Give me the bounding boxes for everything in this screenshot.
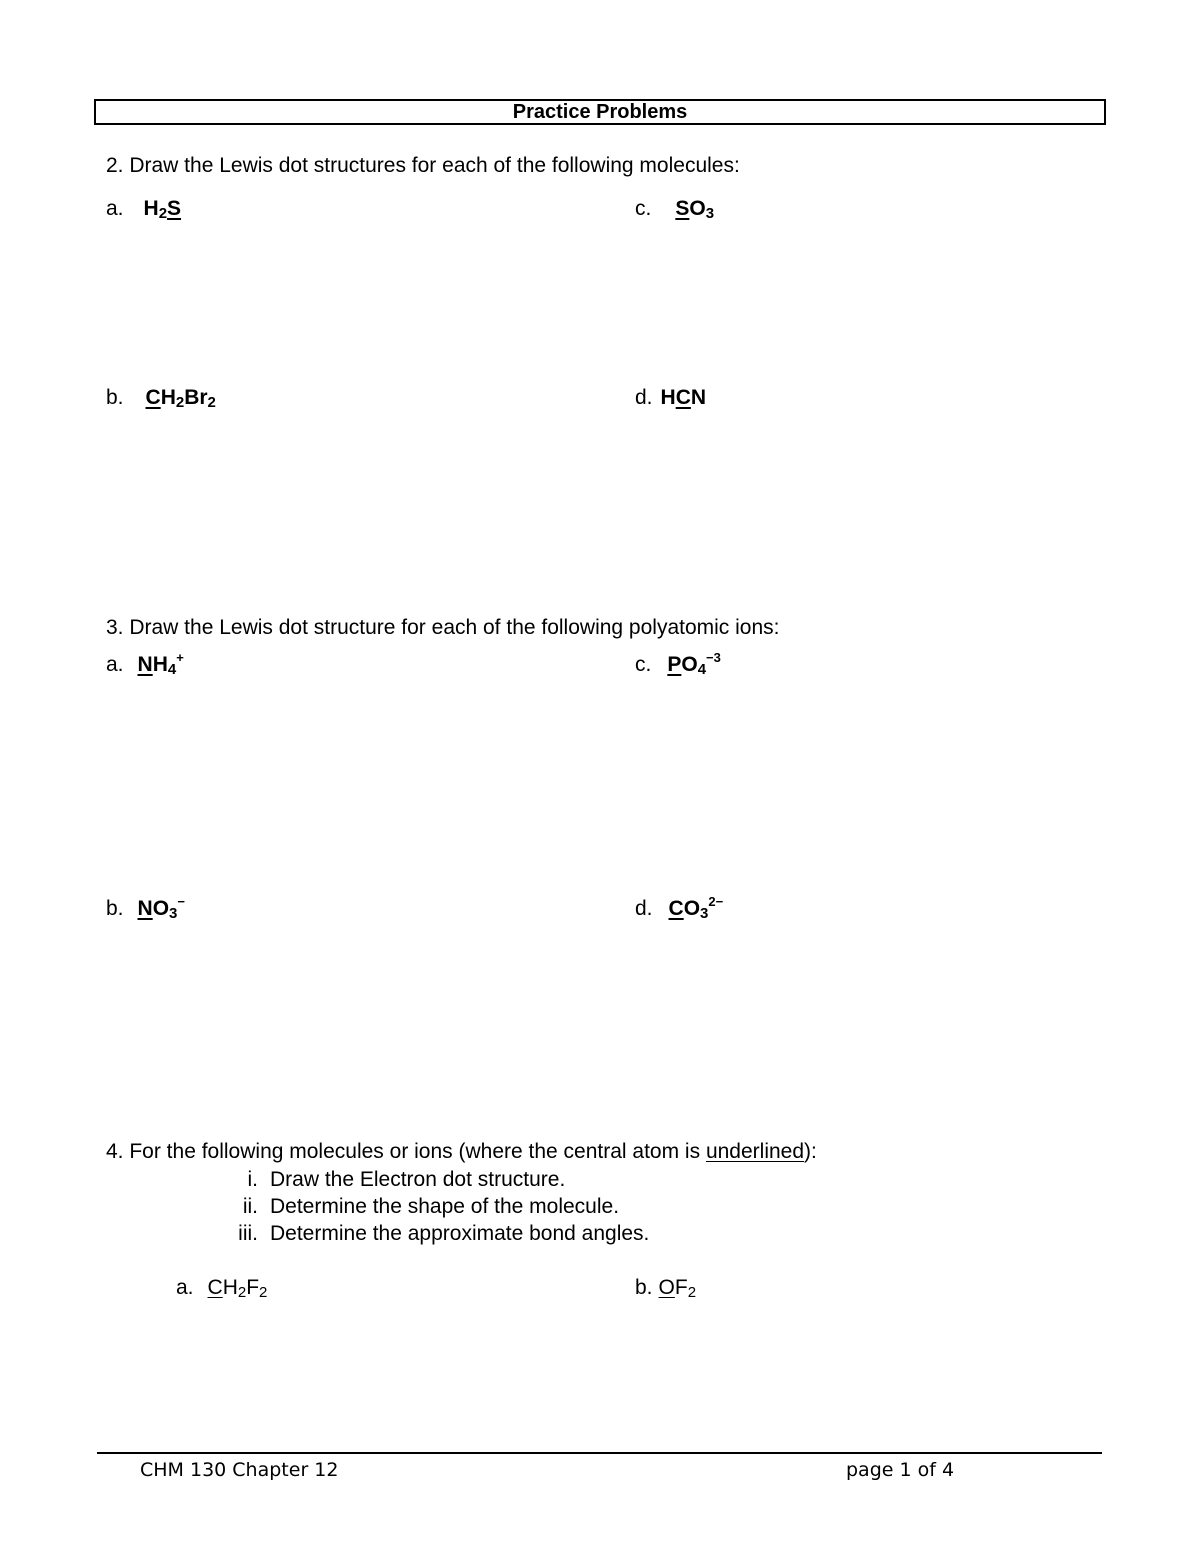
- question-4-steps: [222, 1166, 649, 1247]
- q2-item-a: [106, 196, 181, 222]
- q2-item-b: [106, 385, 216, 411]
- formula: $CH_2Br_2$: [145, 386, 216, 411]
- q3-item-a: [106, 652, 184, 678]
- formula: $OF_2$: [658, 1276, 697, 1301]
- formula: $CO_3^{2-}$: [668, 894, 724, 922]
- formula: $PO_4^{-3}$: [667, 650, 721, 678]
- question-2-prompt: 2. Draw the Lewis dot structures for each of the following molecules:: [106, 154, 740, 177]
- item-label: d.: [635, 386, 653, 409]
- q4-item-a: [176, 1275, 267, 1301]
- formula: $NH_4^+$: [137, 650, 184, 678]
- formula: $H_2S$: [143, 197, 182, 222]
- page-title: Practice Problems: [94, 99, 1106, 125]
- q3-item-b: [106, 896, 185, 922]
- formula: $CH_2F_2$: [207, 1276, 268, 1301]
- question-3-prompt: 3. Draw the Lewis dot structure for each of the following polyatomic ions:: [106, 616, 780, 639]
- q2-item-c: [635, 196, 714, 222]
- footer-divider: [97, 1452, 1102, 1454]
- item-label: d.: [635, 897, 653, 920]
- item-label: b.: [106, 897, 124, 920]
- item-label: a.: [106, 653, 124, 676]
- question-4-prompt: 4. For the following molecules or ions (where the central atom is underlined):: [106, 1140, 817, 1163]
- q3-item-c: [635, 652, 721, 678]
- step-item: ii. Determine the shape of the molecule.: [242, 1195, 620, 1218]
- formula: $NO_3^-$: [137, 894, 185, 922]
- step-item: i. Draw the Electron dot structure.: [247, 1168, 566, 1191]
- q2-item-d: [635, 385, 706, 411]
- q3-item-d: [635, 896, 723, 922]
- item-label: b.: [635, 1276, 653, 1299]
- q4-item-b: [635, 1275, 696, 1301]
- item-label: c.: [635, 653, 652, 676]
- item-label: b.: [106, 386, 124, 409]
- footer-course: CHM 130 Chapter 12: [140, 1459, 339, 1481]
- formula: $SO_3$: [675, 197, 715, 222]
- footer-page-number: page 1 of 4: [846, 1459, 955, 1481]
- item-label: a.: [106, 197, 124, 220]
- formula: HCN: [660, 386, 707, 409]
- step-item: iii. Determine the approximate bond angles.: [238, 1222, 650, 1245]
- item-label: c.: [635, 197, 652, 220]
- item-label: a.: [176, 1276, 194, 1299]
